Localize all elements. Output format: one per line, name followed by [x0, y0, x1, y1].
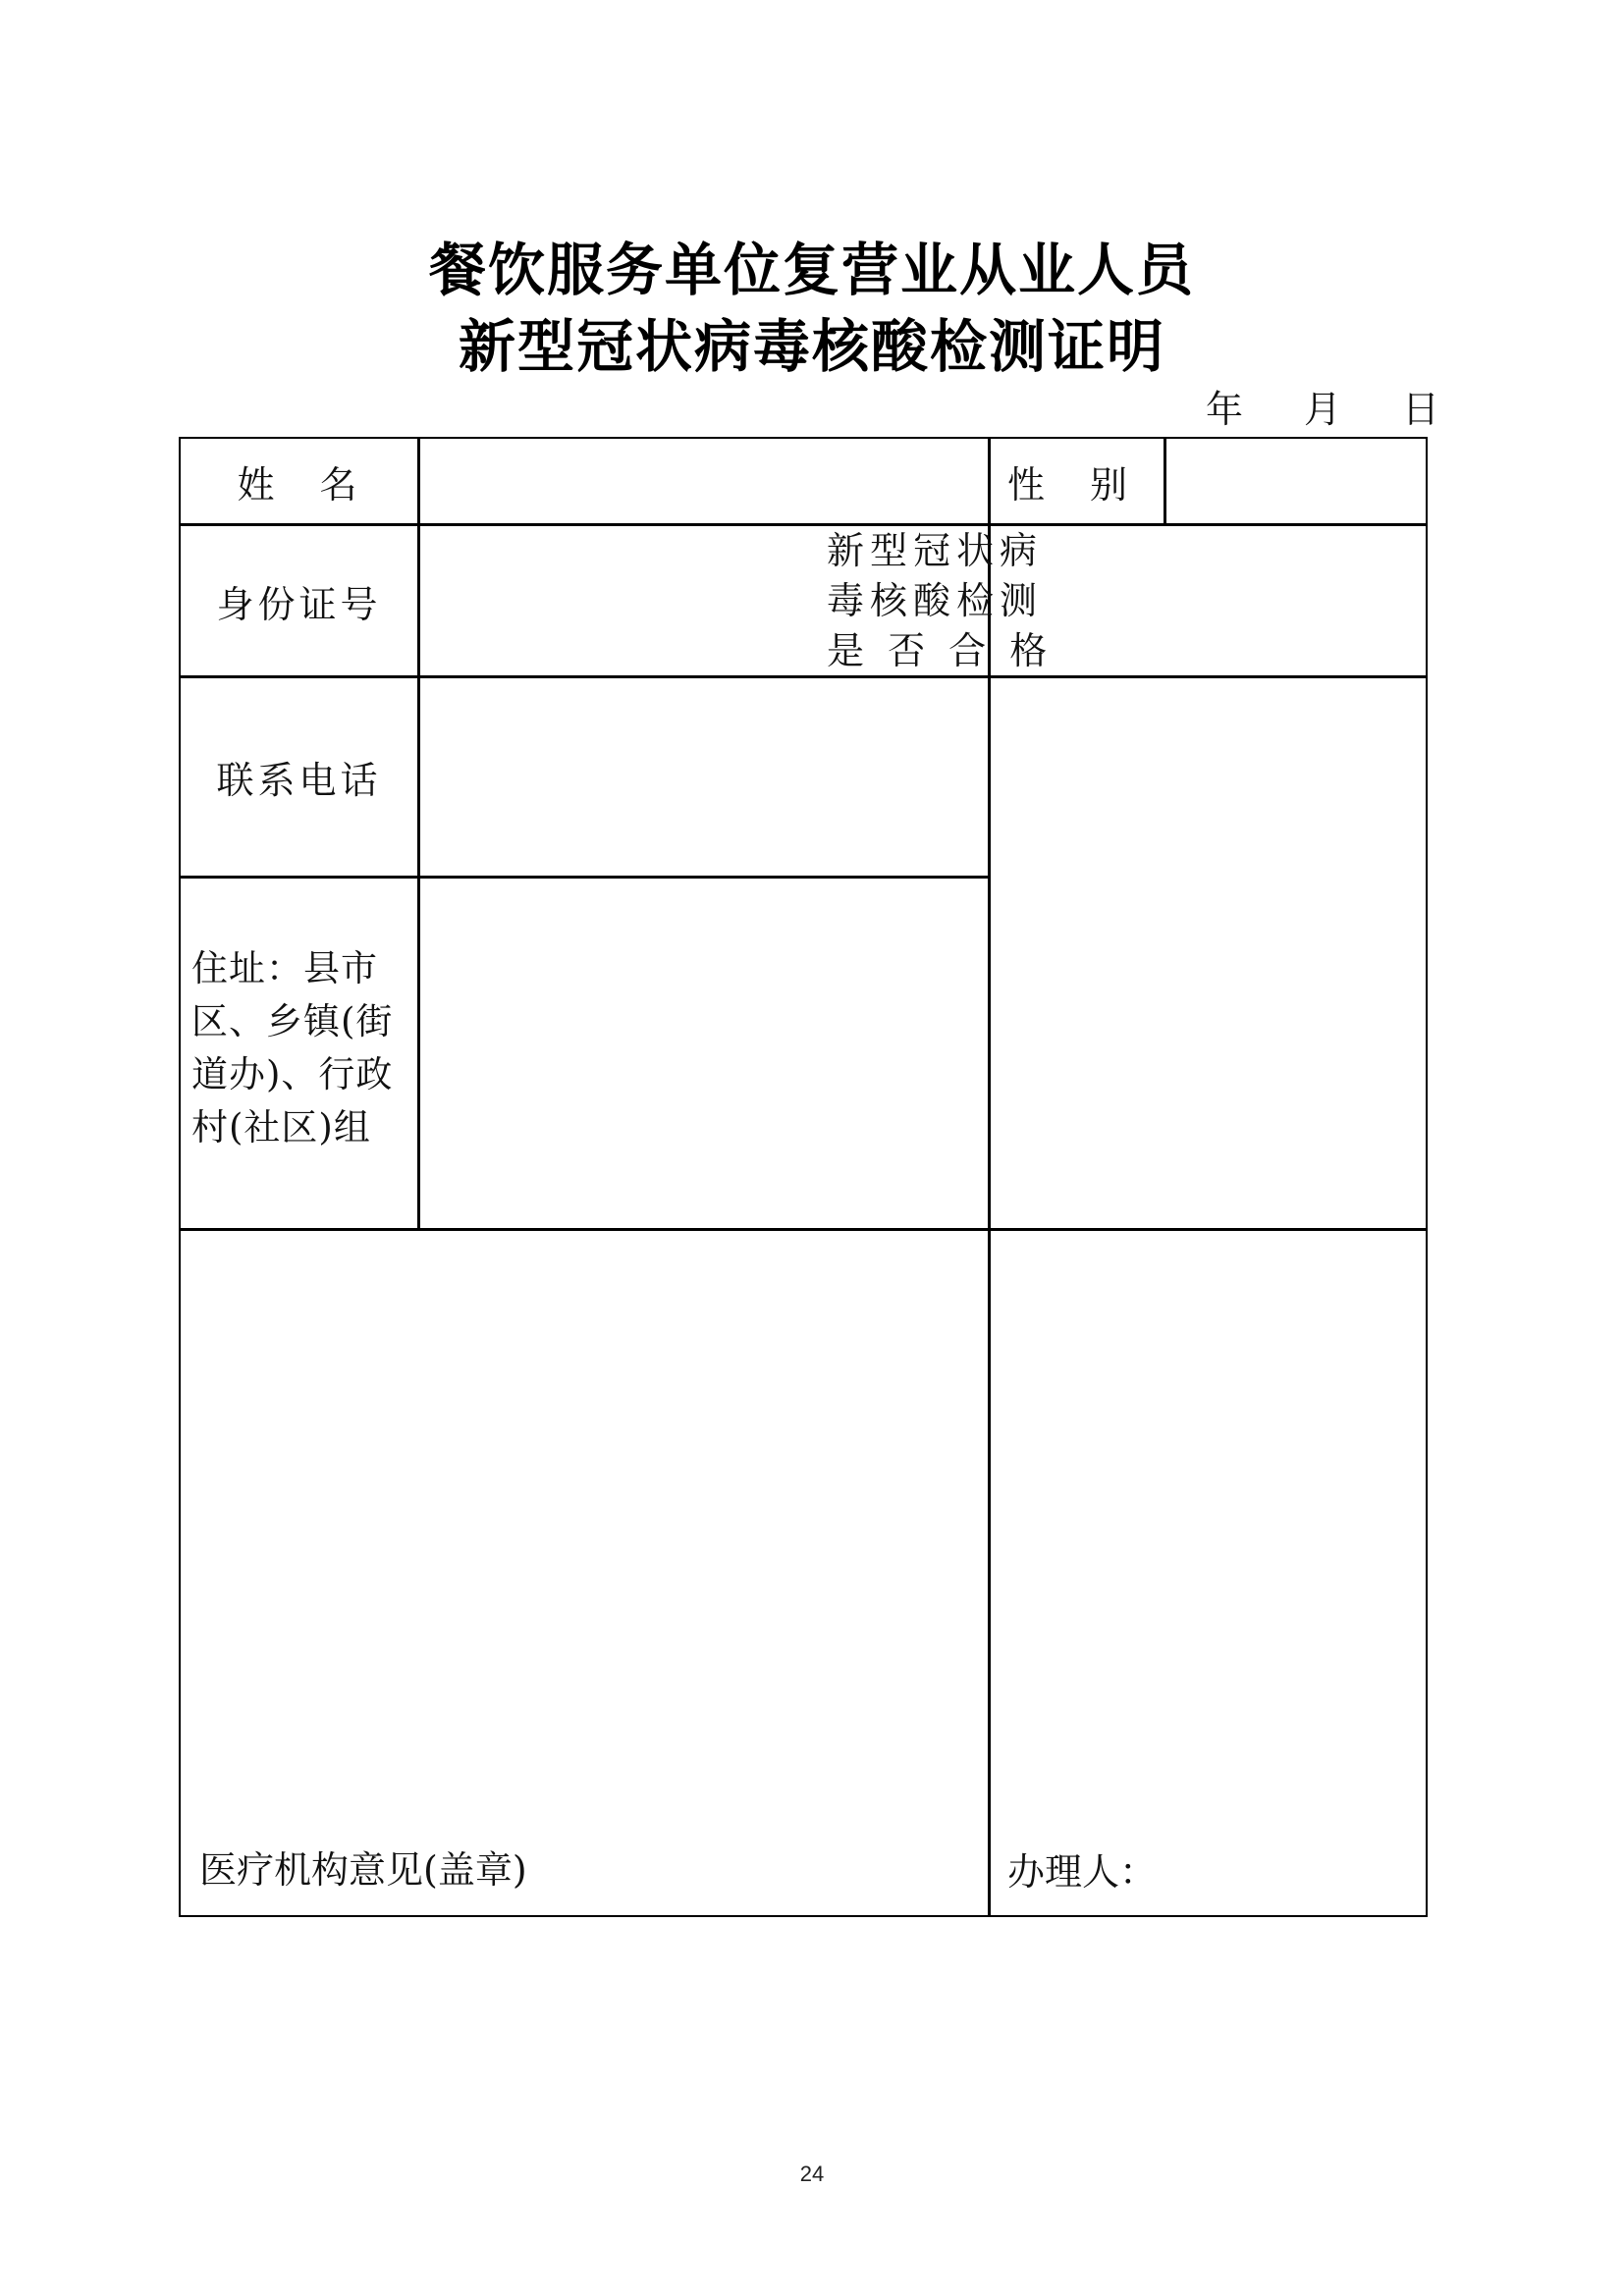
day-label: 日	[1401, 388, 1439, 431]
row-divider-4	[179, 1228, 1428, 1231]
id-number-label: 身份证号	[216, 582, 382, 626]
page-number: 24	[799, 2162, 825, 2186]
gender-label: 性 别	[1007, 462, 1132, 507]
name-label: 姓 名	[237, 462, 361, 507]
document-title-line-1: 餐饮服务单位复营业从业人员	[428, 237, 1195, 303]
handler-label: 办理人：	[1007, 1850, 1158, 1894]
address-label-line-2: 区、乡镇(街	[191, 1000, 394, 1042]
medical-opinion-label: 医疗机构意见(盖章)	[199, 1848, 527, 1892]
test-result-label	[827, 526, 1053, 676]
test-result-label-line-2: 毒核酸检测	[827, 579, 1044, 622]
year-label: 年	[1205, 388, 1243, 431]
test-result-field[interactable]	[991, 678, 1426, 1228]
address-label-line-4: 村(社区)组	[191, 1106, 371, 1148]
address-field[interactable]	[420, 879, 988, 1228]
document-title-line-2: 新型冠状病毒核酸检测证明	[458, 313, 1165, 380]
phone-label: 联系电话	[216, 759, 382, 802]
address-label-line-1: 住址：县市	[191, 947, 378, 989]
name-field[interactable]	[420, 439, 988, 523]
test-result-label-line-1: 新型冠状病	[827, 529, 1044, 572]
phone-field[interactable]	[420, 678, 988, 876]
gender-field[interactable]	[1166, 439, 1426, 523]
test-result-label-line-3: 是 否 合 格	[827, 629, 1054, 672]
date-row	[1206, 387, 1439, 432]
address-label-line-3: 道办)、行政	[191, 1053, 394, 1095]
month-label: 月	[1303, 388, 1341, 431]
address-label	[191, 942, 412, 1154]
